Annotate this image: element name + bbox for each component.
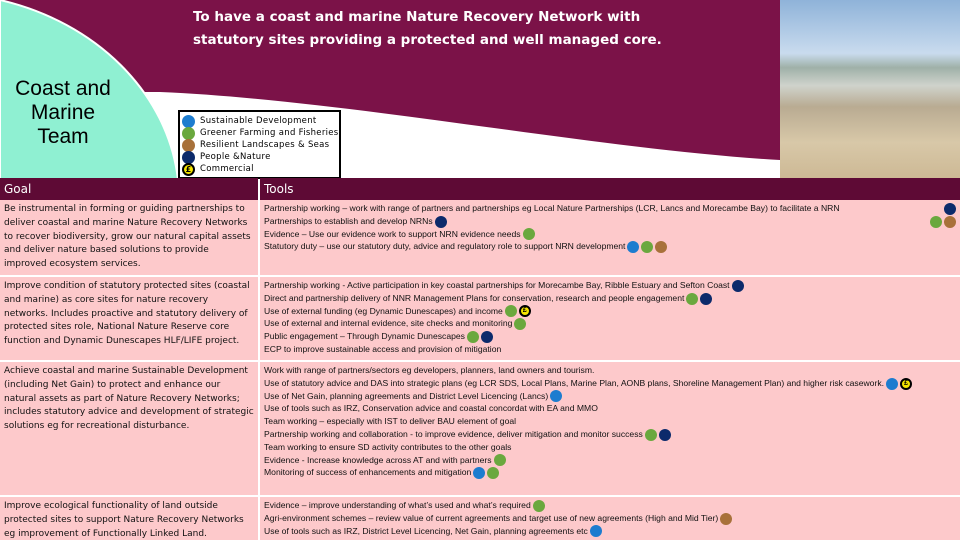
greener-farming-icon — [686, 293, 698, 305]
goal-cell: Achieve coastal and marine Sustainable Development (including Net Gain) to protect and enhance our natural assets as part of Nature Recovery Networks; includes statutory advice and development of strategic solutions eg for recreational disturbance. — [0, 362, 258, 495]
tool-item — [264, 330, 956, 343]
greener-farming-icon — [523, 228, 535, 240]
goal-cell: Improve ecological functionality of land outside protected sites to support Nature Recovery Networks eg improvement of Functionally Linked Land. — [0, 497, 258, 540]
tool-text: Agri-environment schemes – review value of current agreements and target use of new agreements (High and Mid Tier) — [264, 512, 719, 523]
people-nature-icon — [700, 293, 712, 305]
tool-text: Use of external funding (eg Dynamic Dunescapes) and income — [264, 305, 503, 316]
greener-farming-icon — [505, 305, 517, 317]
tool-item — [264, 377, 956, 390]
tool-text: Monitoring of success of enhancements and mitigation — [264, 467, 472, 478]
sustainable-development-icon — [590, 525, 602, 537]
sustainable-development-icon — [550, 390, 562, 402]
greener-farming-icon — [514, 318, 526, 330]
sustainable-development-icon — [886, 378, 898, 390]
greener-farming-icon — [533, 500, 545, 512]
tool-item — [264, 305, 956, 318]
tool-text: Direct and partnership delivery of NNR Management Plans for conservation, research and people engagement — [264, 292, 685, 303]
legend-item — [182, 139, 339, 151]
resilient-landscapes-icon — [944, 216, 956, 228]
legend-label: Resilient Landscapes & Seas — [200, 140, 330, 150]
people-nature-icon — [182, 151, 195, 164]
tool-text: Statutory duty – use our statutory duty, advice and regulatory role to support NRN development — [264, 241, 626, 252]
greener-farming-icon — [930, 216, 942, 228]
people-nature-icon — [435, 216, 447, 228]
tool-item — [264, 428, 956, 441]
greener-farming-icon — [641, 241, 653, 253]
tool-text: Evidence - Increase knowledge across AT and with partners — [264, 454, 492, 465]
tool-text: Use of Net Gain, planning agreements and District Level Licencing (Lancs) — [264, 390, 549, 401]
tool-text: Team working to ensure SD activity contributes to the other goals — [264, 441, 512, 452]
tool-text: Public engagement – Through Dynamic Dunescapes — [264, 331, 465, 342]
beach-photo — [780, 0, 960, 178]
tools-cell — [260, 362, 960, 495]
tools-cell — [260, 497, 960, 540]
tool-item — [264, 364, 956, 377]
goal-cell: Be instrumental in forming or guiding partnerships to deliver coastal and marine Nature Recovery Networks to recover biodiversity, grow our natural capital assets and deliver nature based solutions to provide improved ecosystem services. — [0, 200, 258, 275]
tools-cell — [260, 200, 960, 275]
sustainable-development-icon — [182, 115, 195, 128]
team-title: Coast and Marine Team — [15, 77, 111, 148]
tool-text: Team working – especially with IST to deliver BAU element of goal — [264, 416, 517, 427]
goal-cell: Improve condition of statutory protected sites (coastal and marine) as core sites for nature recovery networks. Includes proactive and statutory delivery of protected sites role, National Nature Reserve core function and Dynamic Dunescapes HLF/LIFE project. — [0, 277, 258, 360]
tool-item — [264, 441, 956, 454]
tool-text: Partnership working – work with range of partners and partnerships eg Local Nature Partnerships (LCR, Lancs and Morecambe Bay) to facilitate a NRN — [264, 203, 840, 213]
legend-label: Commercial — [200, 164, 254, 174]
legend-label: People &Nature — [200, 152, 271, 162]
tool-item — [264, 525, 956, 538]
tool-text: Use of tools such as IRZ, District Level Licencing, Net Gain, planning agreements etc — [264, 525, 588, 536]
legend-item — [182, 163, 339, 175]
table-row — [0, 362, 960, 495]
greener-farming-icon — [645, 429, 657, 441]
commercial-icon: £ — [519, 305, 531, 317]
resilient-landscapes-icon — [720, 513, 732, 525]
tool-item — [264, 228, 956, 241]
tool-text: Partnerships to establish and develop NRNs — [264, 215, 433, 226]
tool-text: ECP to improve sustainable access and provision of mitigation — [264, 343, 502, 354]
legend-item — [182, 127, 339, 139]
tool-item — [264, 402, 956, 415]
greener-farming-icon — [494, 454, 506, 466]
tool-text: Use of external and internal evidence, site checks and monitoring — [264, 318, 513, 329]
tool-text: Partnership working - Active participation in key coastal partnerships for Morecambe Bay, Ribble Estuary and Sefton Coast — [264, 280, 730, 290]
tool-text: Evidence – Use our evidence work to support NRN evidence needs — [264, 228, 521, 239]
tool-item — [264, 454, 956, 467]
resilient-landscapes-icon — [655, 241, 667, 253]
people-nature-icon — [944, 203, 956, 215]
sustainable-development-icon — [627, 241, 639, 253]
tool-item — [264, 415, 956, 428]
greener-farming-icon — [467, 331, 479, 343]
tool-text: Partnership working and collaboration - to improve evidence, deliver mitigation and monitor success — [264, 428, 643, 439]
tool-item — [264, 292, 956, 305]
legend — [178, 110, 341, 179]
legend-label: Greener Farming and Fisheries — [200, 128, 339, 138]
tool-item — [264, 240, 956, 253]
vision-statement: To have a coast and marine Nature Recovery Network with statutory sites providing a protected and well managed core. — [193, 9, 662, 48]
commercial-icon: £ — [900, 378, 912, 390]
goal-header: Goal — [0, 178, 258, 200]
resilient-landscapes-icon — [182, 139, 195, 152]
people-nature-icon — [732, 280, 744, 292]
legend-label: Sustainable Development — [200, 116, 317, 126]
commercial-icon: £ — [182, 163, 195, 176]
tool-item — [264, 512, 956, 525]
people-nature-icon — [659, 429, 671, 441]
tool-text: Use of statutory advice and DAS into strategic plans (eg LCR SDS, Local Plans, Marine Plan, AONB plans, Shoreline Management Plan) and higher risk casework. — [264, 377, 885, 388]
greener-farming-icon — [487, 467, 499, 479]
tools-cell — [260, 277, 960, 360]
legend-item — [182, 151, 339, 163]
tool-text: Evidence – improve understanding of what’s used and what’s required — [264, 500, 531, 510]
tool-text: Work with range of partners/sectors eg developers, planners, land owners and tourism. — [264, 365, 595, 375]
tool-text: Use of tools such as IRZ, Conservation advice and coastal concordat with EA and MMO — [264, 403, 598, 414]
table-row — [0, 277, 960, 360]
people-nature-icon — [481, 331, 493, 343]
tool-item — [264, 390, 956, 403]
tool-item — [264, 279, 956, 292]
table-row — [0, 200, 960, 275]
sustainable-development-icon — [473, 467, 485, 479]
tool-item — [264, 202, 956, 215]
tool-item — [264, 466, 956, 479]
tool-item — [264, 499, 956, 512]
tools-header: Tools — [260, 178, 960, 200]
tool-item — [264, 215, 956, 228]
tool-item — [264, 343, 956, 356]
greener-farming-icon — [182, 127, 195, 140]
tool-item — [264, 317, 956, 330]
table-row — [0, 497, 960, 540]
legend-item — [182, 115, 339, 127]
